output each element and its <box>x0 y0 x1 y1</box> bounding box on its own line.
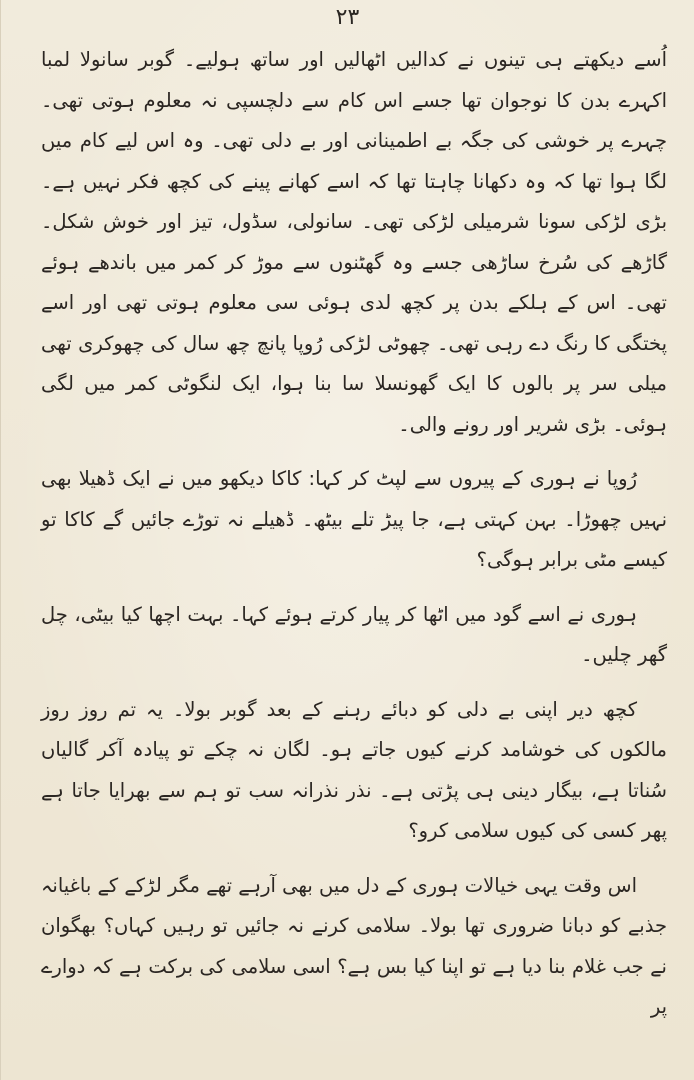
page-number: ۲۳ <box>335 5 360 30</box>
paragraph-1: اُسے دیکھتے ہی تینوں نے کدالیں اٹھالیں اور ساتھ ہولیے۔ گوبر سانولا لمبا اکہرے بدن کا نوجوان تھا جسے اس کام سے دلچسپی نہ معلوم ہوتی تھی۔ چہرے پر خوشی کی جگہ بے اطمینانی اور بے دلی تھی۔ وہ اس لیے کام میں لگا ہوا تھا کہ وہ دکھانا چاہتا تھا کہ اسے کھانے پینے کی کچھ فکر نہیں ہے۔ بڑی لڑکی سونا شرمیلی لڑکی تھی۔ سانولی، سڈول، تیز اور خوش شکل۔ گاڑھے کی سُرخ ساڑھی جسے وہ گھٹنوں سے موڑ کر کمر میں باندھے ہوئے تھی۔ اس کے ہلکے بدن پر کچھ لدی ہوئی سی معلوم ہوتی تھی اور اسے پختگی کا رنگ دے رہی تھی۔ چھوٹی لڑکی رُوپا پانچ چھ سال کی چھوکری تھی میلی سر پر بالوں کا ایک گھونسلا سا بنا ہوا، ایک لنگوٹی کمر میں لگی ہوئی۔ بڑی شریر اور رونے والی۔ <box>41 48 667 436</box>
paragraph-4: کچھ دیر اپنی بے دلی کو دبائے رہنے کے بعد گوبر بولا۔ یہ تم روز روز مالکوں کی خوشامد کرنے کیوں جاتے ہو۔ لگان نہ چکے تو پیادہ آکر گالیاں سُناتا ہے، بیگار دینی ہی پڑتی ہے۔ نذر نذرانہ سب تو ہم سے بھرایا جاتا ہے پھر کسی کی کیوں سلامی کرو؟ <box>41 697 667 842</box>
paragraph-2: رُوپا نے ہوری کے پیروں سے لپٹ کر کہا: کاکا دیکھو میں نے ایک ڈھیلا بھی نہیں چھوڑا۔ بہن کہتی ہے، جا پیڑ تلے بیٹھ۔ ڈھیلے نہ توڑے جائیں گے کاکا تو کیسے مٹی برابر ہوگی؟ <box>41 467 667 571</box>
paragraph-5: اس وقت یہی خیالات ہوری کے دل میں بھی آرہے تھے مگر لڑکے کے باغیانہ جذبے کو دبانا ضروری تھا بولا۔ سلامی کرنے نہ جائیں تو رہیں کہاں؟ بھگوان نے جب غلام بنا دیا ہے تو اپنا کیا بس ہے؟ اسی سلامی کی برکت ہے کہ دوارے پر <box>41 873 667 1018</box>
paragraph-3: ہوری نے اسے گود میں اٹھا کر پیار کرتے ہوئے کہا۔ بہت اچھا کیا بیٹی، چل گھر چلیں۔ <box>41 602 667 666</box>
page-body <box>41 40 667 1042</box>
